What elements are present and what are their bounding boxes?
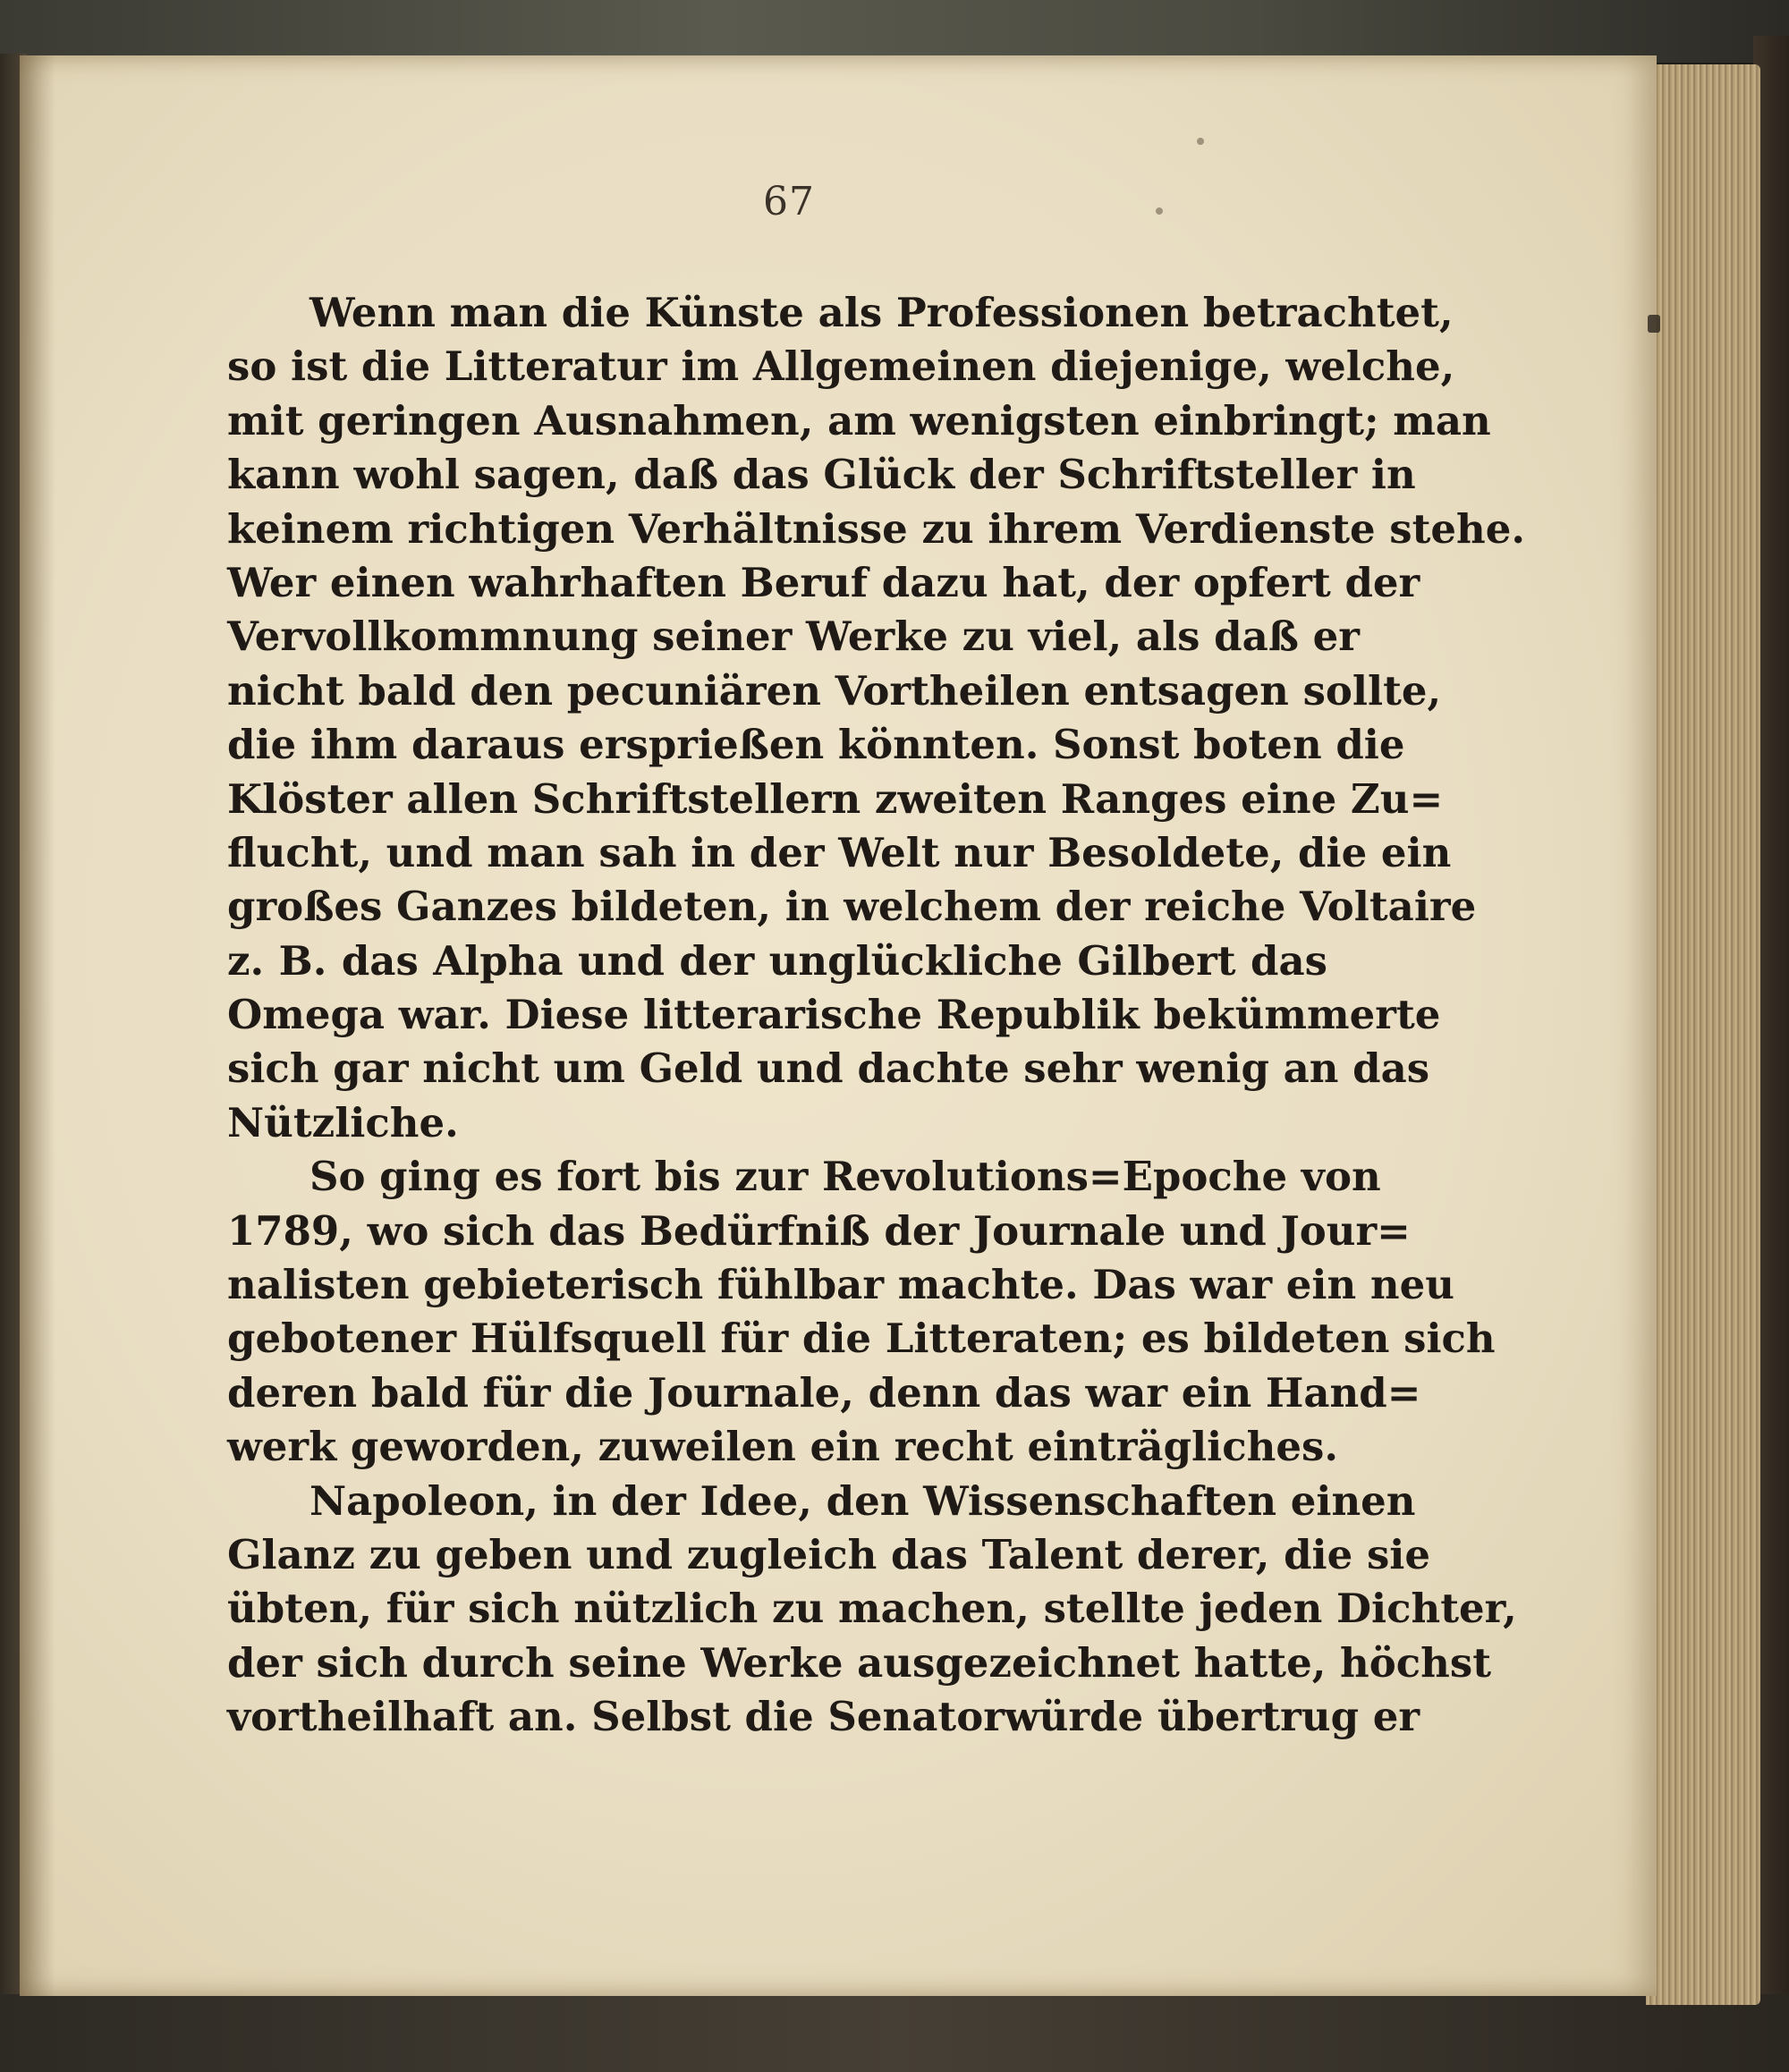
text-line: werk geworden, zuweilen ein recht einträgliches. <box>227 1423 1338 1471</box>
text-line: Nützliche. <box>227 1098 459 1146</box>
text-line: 1789, wo sich das Bedürfniß der Journale und Jour= <box>227 1206 1411 1255</box>
book-cover-bottom <box>0 1994 1789 2072</box>
page-sheet <box>20 55 1657 1996</box>
paper-speck <box>1197 138 1204 145</box>
text-line: die ihm daraus ersprießen könnten. Sonst boten die <box>227 721 1405 769</box>
text-line: keinem richtigen Verhältnisse zu ihrem Verdienste stehe. <box>227 504 1526 553</box>
text-line: Wer einen wahrhaften Beruf dazu hat, der opfert der <box>227 558 1420 606</box>
text-line: Omega war. Diese litterarische Republik bekümmerte <box>227 991 1441 1039</box>
text-line: nalisten gebieterisch fühlbar machte. Das war ein neu <box>227 1261 1454 1309</box>
text-line: flucht, und man sah in der Welt nur Besoldete, die ein <box>227 828 1452 876</box>
text-line: vortheilhaft an. Selbst die Senatorwürde übertrug er <box>227 1693 1420 1741</box>
text-line: So ging es fort bis zur Revolutions=Epoche von <box>309 1153 1381 1201</box>
text-line: kann wohl sagen, daß das Glück der Schriftsteller in <box>227 451 1416 499</box>
text-line: so ist die Litteratur im Allgemeinen diejenige, welche, <box>227 343 1455 391</box>
text-line: großes Ganzes bildeten, in welchem der reiche Voltaire <box>227 883 1477 931</box>
text-line: Glanz zu geben und zugleich das Talent derer, die sie <box>227 1530 1431 1578</box>
text-line: der sich durch seine Werke ausgezeichnet hatte, höchst <box>227 1638 1491 1687</box>
text-line: nicht bald den pecuniären Vortheilen entsagen sollte, <box>227 666 1442 715</box>
text-line: sich gar nicht um Geld und dachte sehr wenig an das <box>227 1044 1430 1093</box>
text-line: Klöster allen Schriftstellern zweiten Ranges eine Zu= <box>227 774 1444 823</box>
page-number: 67 <box>763 179 815 224</box>
text-line: mit geringen Ausnahmen, am wenigsten einbringt; man <box>227 396 1491 444</box>
paper-speck <box>1156 207 1163 215</box>
text-line: Napoleon, in der Idee, den Wissenschaften einen <box>309 1476 1416 1525</box>
text-line: übten, für sich nützlich zu machen, stellte jeden Dichter, <box>227 1585 1517 1633</box>
text-line: gebotener Hülfsquell für die Litteraten; es bildeten sich <box>227 1315 1496 1363</box>
page-block-edge <box>1646 64 1760 2005</box>
body-text <box>227 286 1526 1745</box>
gutter-shadow <box>20 55 55 1996</box>
book-cover-top <box>0 0 1789 63</box>
text-line: Wenn man die Künste als Professionen betrachtet, <box>309 289 1454 336</box>
text-line: Vervollkommnung seiner Werke zu viel, als daß er <box>227 613 1360 661</box>
text-line: z. B. das Alpha und der unglückliche Gilbert das <box>227 936 1327 985</box>
paper-speck <box>1648 315 1660 333</box>
text-line: deren bald für die Journale, denn das war ein Hand= <box>227 1368 1421 1417</box>
